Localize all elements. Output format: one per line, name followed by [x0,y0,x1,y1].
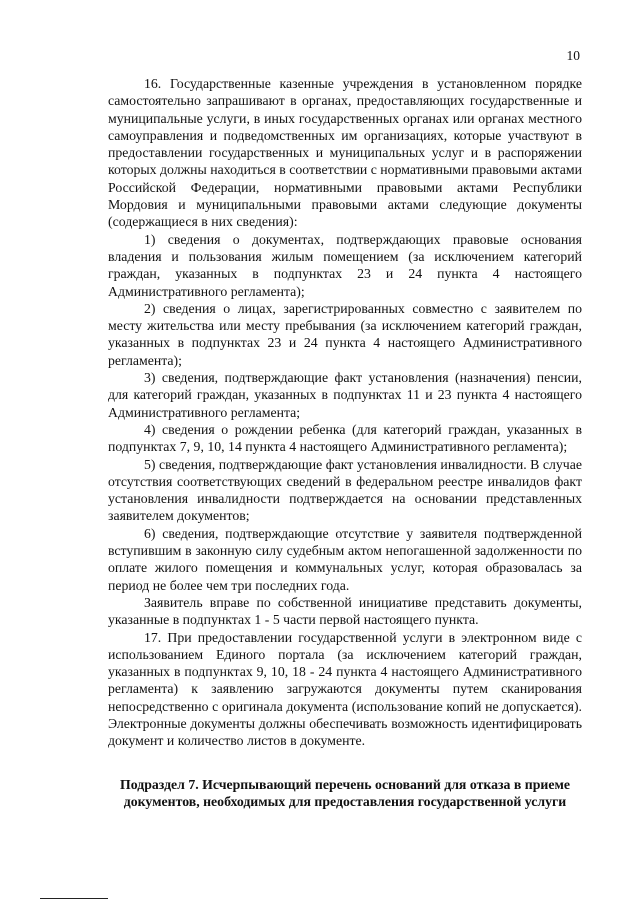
paragraph-item-16: 16. Государственные казенные учреждения в установленном порядке самостоятельно запрашивают в органах, предоставляющих государственные и муниципальные услуги, в иных государственных органах или органах местного самоуправления и подведомственных им организациях, которые участвуют в предоставлении государственных и муниципальных услуг и в распоряжении которых должны находиться в соответствии с нормативными правовыми актами Российской Федерации, нормативными правовыми актами Республики Мордовия и муниципальными правовыми актами следующие документы (содержащиеся в них сведения): [108,76,582,230]
paragraph-subitem-1: 1) сведения о документах, подтверждающих правовые основания владения и пользования жилым помещением (за исключением категорий граждан, указанных в подпунктах 23 и 24 пункта 4 настоящего Административного регламента); [108,231,582,299]
page-number: 10 [566,48,580,63]
paragraph-subitem-2: 2) сведения о лицах, зарегистрированных совместно с заявителем по месту жительства или месту пребывания (за исключением категорий граждан, указанных в подпунктах 23 и 24 пункта 4 настоящего Административного регламента); [108,300,582,368]
paragraph-applicant-right: Заявитель вправе по собственной инициативе представить документы, указанные в подпунктах 1 - 5 части первой настоящего пункта. [108,594,582,628]
body-text [108,75,582,750]
paragraph-subitem-5: 5) сведения, подтверждающие факт установления инвалидности. В случае отсутствия соответствующих сведений в федеральном реестре инвалидов факт установления инвалидности подтверждается на основании представленных заявителем документов; [108,456,582,524]
paragraph-subitem-3: 3) сведения, подтверждающие факт установления (назначения) пенсии, для категорий граждан, указанных в подпунктах 11 и 23 пункта 4 настоящего Административного регламента; [108,370,582,420]
paragraph-subitem-6: 6) сведения, подтверждающие отсутствие у заявителя подтвержденной вступившим в законную силу судебным актом непогашенной задолженности по оплате жилого помещения и коммунальных услуг, которая образовалась за период не более чем три последних года. [108,525,582,593]
paragraph-item-17: 17. При предоставлении государственной услуги в электронном виде с использованием Единого портала (за исключением категорий граждан, указанных в подпунктах 9, 10, 18 - 24 пункта 4 настоящего Административного регламента) к заявлению загружаются документы путем сканирования непосредственно с оригинала документа (использование копий не допускается). Электронные документы должны обеспечивать возможность идентифицировать документ и количество листов в документе. [108,629,582,749]
subsection-heading: Подраздел 7. Исчерпывающий перечень оснований для отказа в приеме документов, необходимых для предоставления государственной услуги [119,777,570,810]
footnote-separator [40,898,108,899]
paragraph-subitem-4: 4) сведения о рождении ребенка (для категорий граждан, указанных в подпунктах 7, 9, 10, 14 пункта 4 настоящего Административного регламента); [108,421,582,455]
